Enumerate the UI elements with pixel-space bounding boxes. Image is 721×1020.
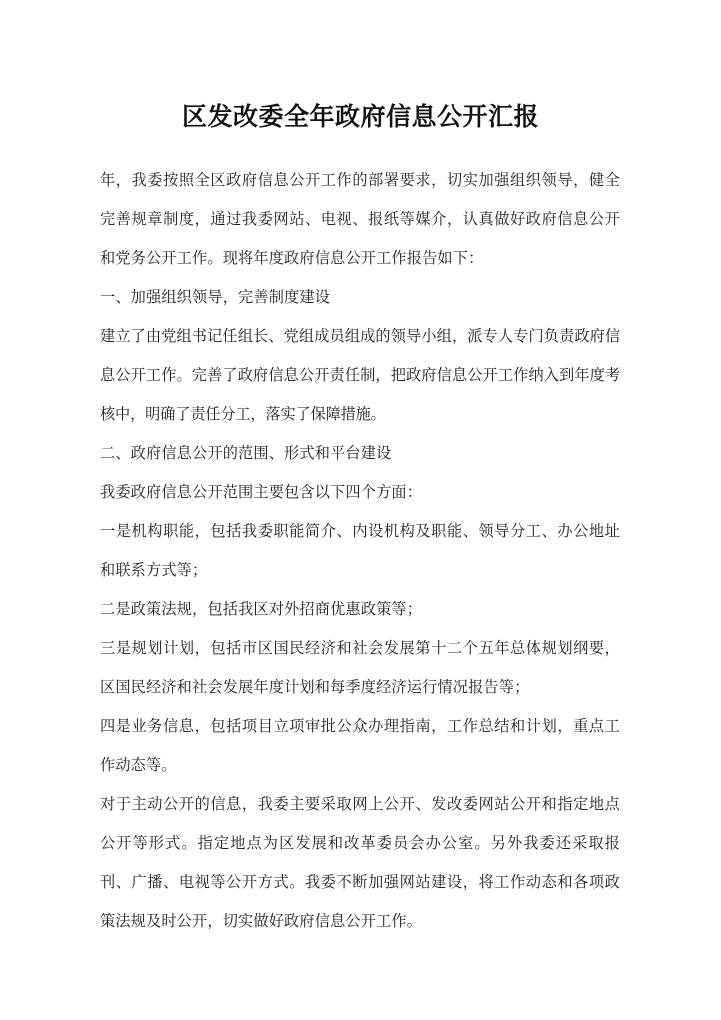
- document-body: [100, 161, 620, 941]
- paragraph-section-two-closing: 对于主动公开的信息，我委主要采取网上公开、发改委网站公开和指定地点公开等形式。指定地点为区发展和改革委员会办公室。另外我委还采取报刊、广播、电视等公开方式。我委不断加强网站建设，将工作动态和各项政策法规及时公开，切实做好政府信息公开工作。: [100, 796, 620, 930]
- paragraph-section-one-body: 建立了由党组书记任组长、党组成员组成的领导小组，派专人专门负责政府信息公开工作。完善了政府信息公开责任制，把政府信息公开工作纳入到年度考核中，明确了责任分工，落实了保障措施。: [100, 328, 620, 423]
- paragraph-item-one: 一是机构职能，包括我委职能简介、内设机构及职能、领导分工、办公地址和联系方式等；: [100, 523, 620, 579]
- paragraph-item-four: 四是业务信息，包括项目立项审批公众办理指南，工作总结和计划，重点工作动态等。: [100, 718, 620, 774]
- heading-section-one: 一、加强组织领导，完善制度建设: [100, 289, 331, 306]
- page-title: 区发改委全年政府信息公开汇报: [181, 103, 539, 131]
- paragraph-section-two-intro: 我委政府信息公开范围主要包含以下四个方面：: [100, 484, 423, 501]
- paragraph-item-two: 二是政策法规，包括我区对外招商优惠政策等；: [100, 601, 423, 618]
- paragraph-intro: 年，我委按照全区政府信息公开工作的部署要求，切实加强组织领导，健全完善规章制度，通过我委网站、电视、报纸等媒介，认真做好政府信息公开和党务公开工作。现将年度政府信息公开工作报告如下：: [100, 172, 620, 267]
- paragraph-item-three: 三是规划计划，包括市区国民经济和社会发展第十二个五年总体规划纲要，区国民经济和社会发展年度计划和每季度经济运行情况报告等；: [100, 640, 620, 696]
- heading-section-two: 二、政府信息公开的范围、形式和平台建设: [100, 445, 392, 462]
